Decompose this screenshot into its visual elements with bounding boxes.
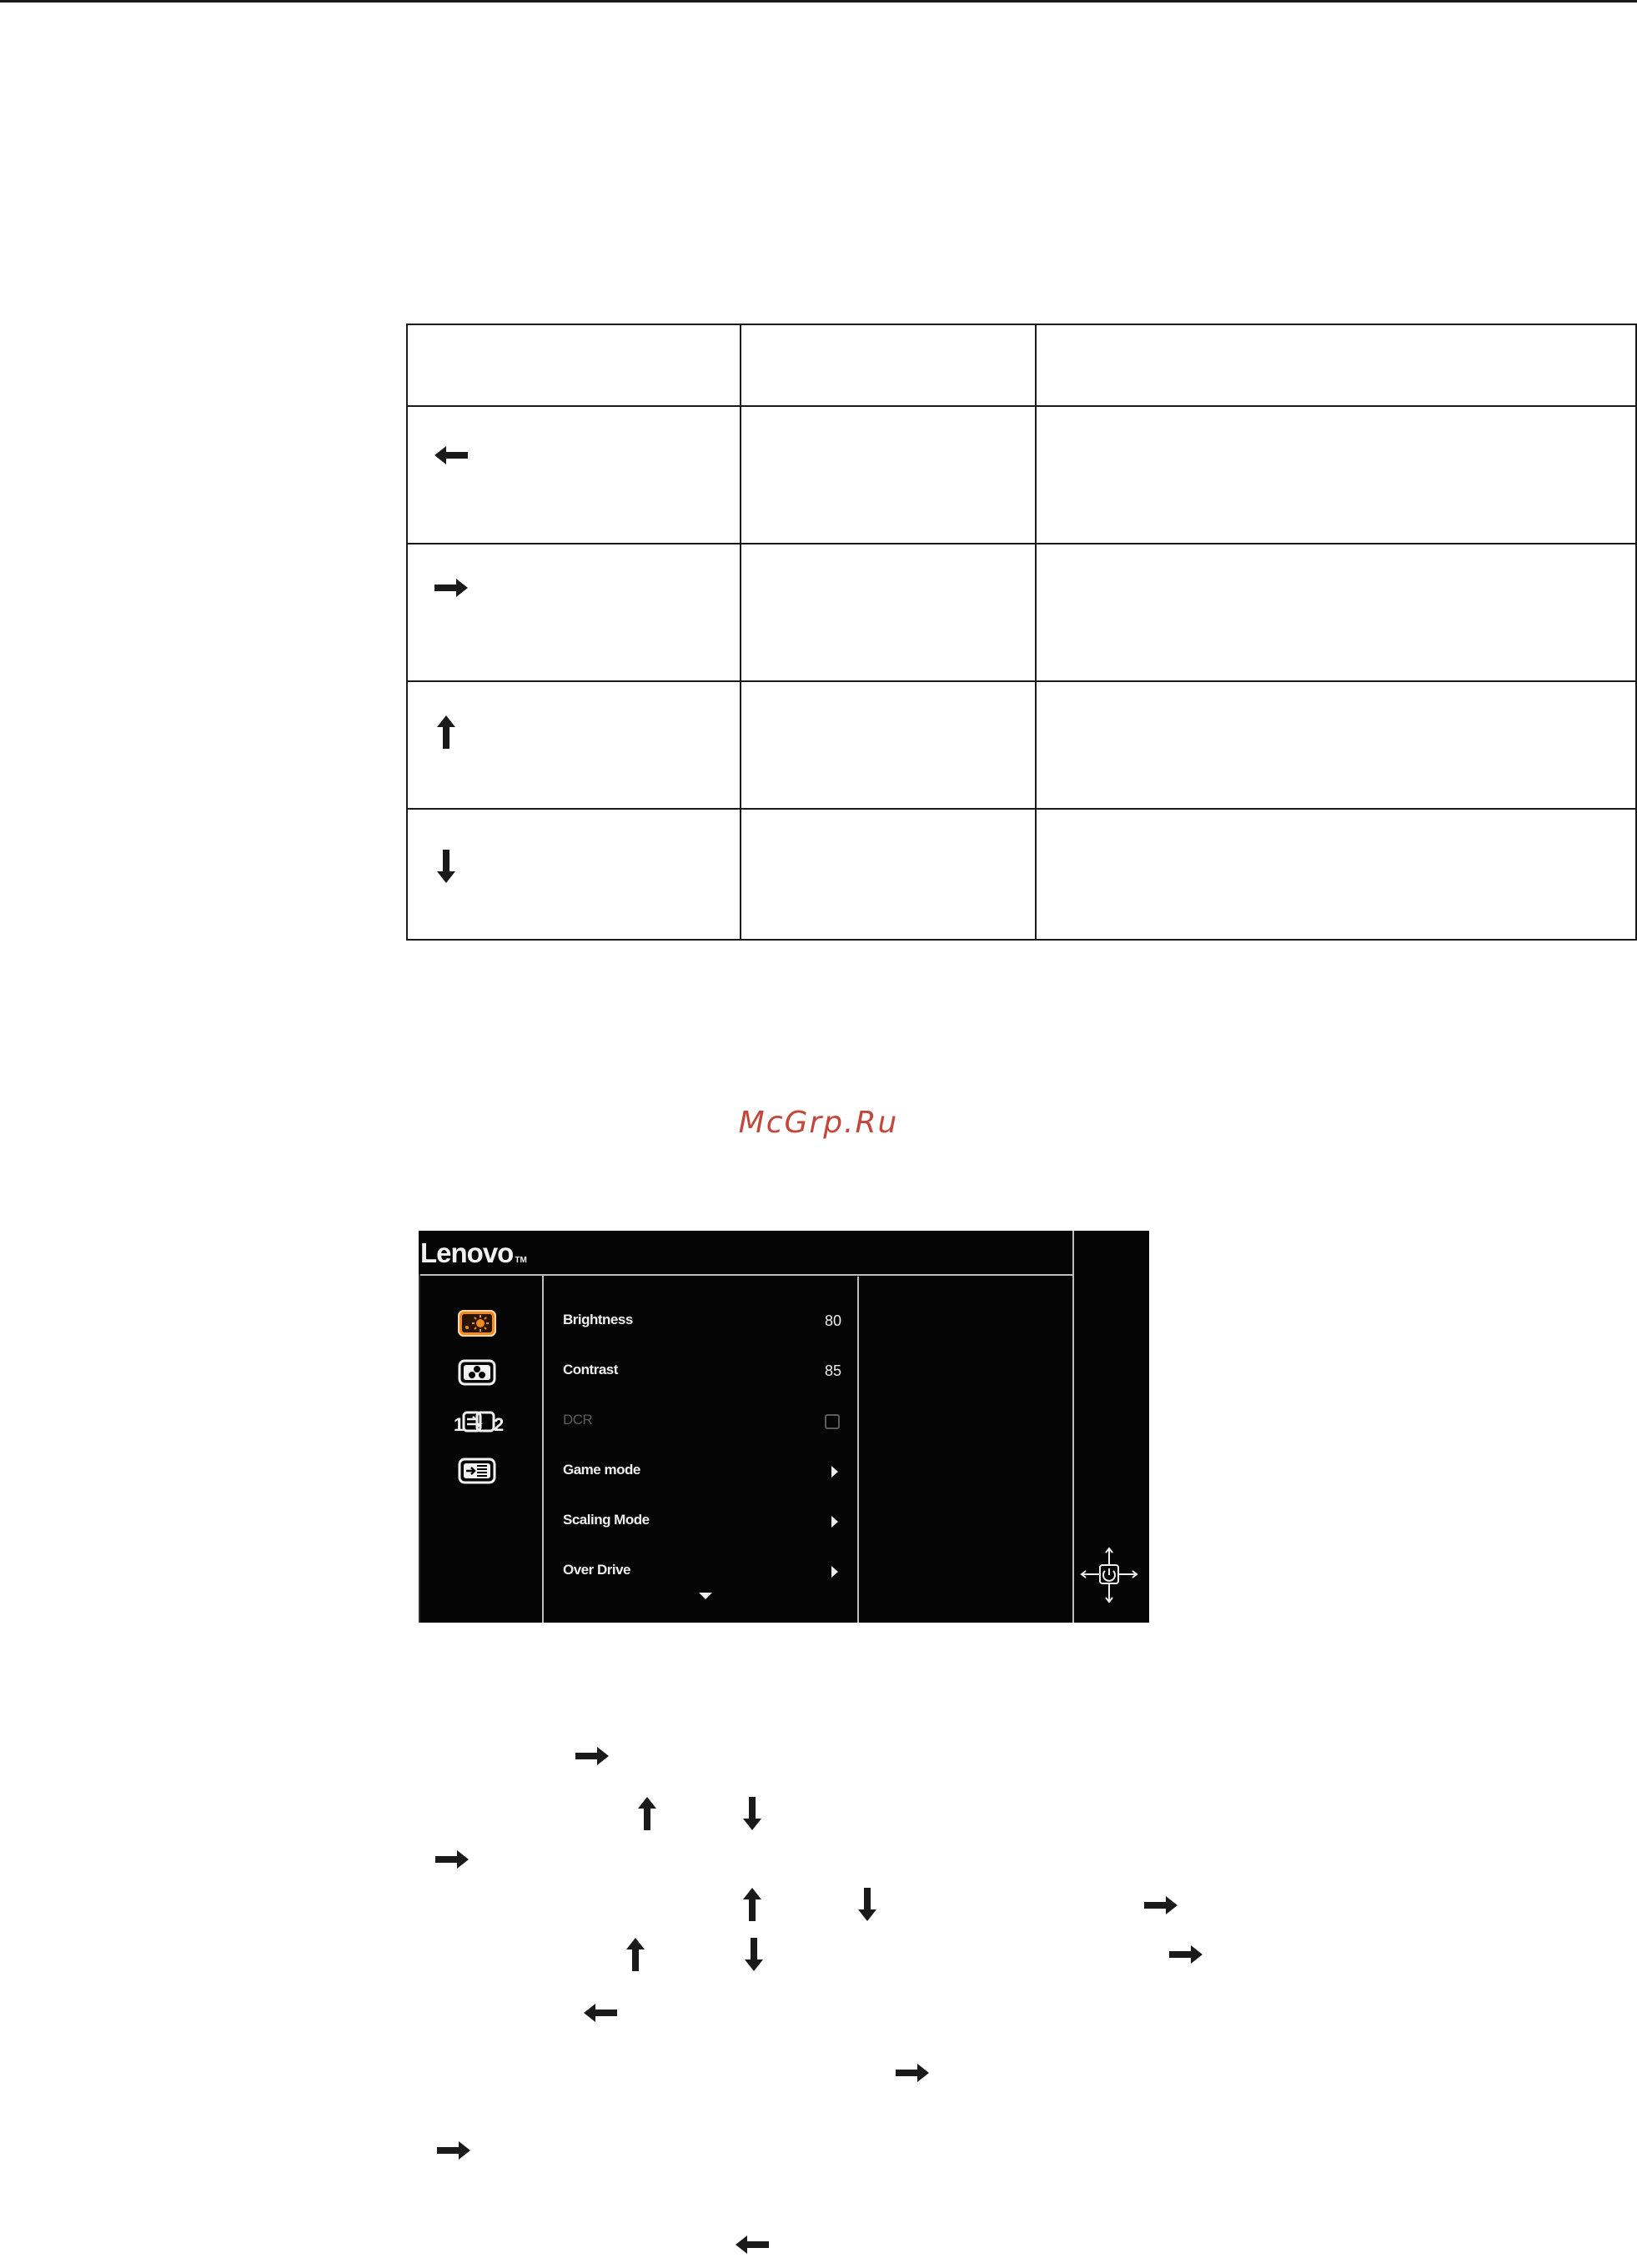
arrow-down-icon (741, 1795, 764, 1832)
osd-item-brightness[interactable] (560, 1309, 848, 1334)
table-cell (1036, 406, 1636, 544)
item-label: Contrast (563, 1362, 618, 1377)
osd-help-divider (1072, 1231, 1074, 1623)
table-cell (741, 544, 1036, 681)
arrow-right-icon (434, 1848, 470, 1871)
dcr-checkbox (825, 1414, 840, 1429)
arrow-right-icon (894, 2061, 931, 2085)
table-cell (741, 681, 1036, 809)
osd-category-image[interactable] (457, 1358, 499, 1387)
options-menu-icon (457, 1457, 497, 1485)
arrow-up-icon (635, 1795, 659, 1832)
item-label: Game mode (563, 1462, 640, 1478)
osd-item-game-mode[interactable] (560, 1459, 848, 1484)
table-cell-icon (407, 406, 741, 544)
table-cell (1036, 681, 1636, 809)
osd-sidebar-divider (542, 1275, 544, 1623)
table-cell (1036, 544, 1636, 681)
osd-category-input[interactable] (452, 1407, 505, 1436)
arrow-right-icon (433, 576, 470, 600)
arrow-right-icon (1142, 1894, 1179, 1917)
table-row (407, 809, 1636, 940)
osd-item-dcr (560, 1409, 848, 1434)
brand-logo (420, 1237, 527, 1269)
brand-name: Lenovo (420, 1237, 514, 1268)
chevron-right-icon (831, 1466, 838, 1478)
osd-item-over-drive[interactable] (560, 1559, 848, 1584)
table-cell-icon (407, 681, 741, 809)
table-row (407, 544, 1636, 681)
arrow-right-icon (1167, 1943, 1204, 1966)
table-header-cell (741, 324, 1036, 406)
arrow-right-icon (574, 1744, 610, 1768)
item-label: Brightness (563, 1312, 633, 1327)
svg-text:1: 1 (454, 1414, 464, 1435)
osd-header-divider (419, 1274, 1073, 1276)
table-cell (741, 809, 1036, 940)
svg-text:2: 2 (494, 1414, 505, 1435)
table-cell (1036, 809, 1636, 940)
arrow-down-icon (856, 1886, 879, 1923)
osd-category-brightness[interactable] (457, 1309, 499, 1337)
brand-trademark: TM (515, 1256, 527, 1265)
table-cell (741, 406, 1036, 544)
arrow-up-icon (624, 1936, 647, 1973)
table-header-row (407, 324, 1636, 406)
brightness-icon (457, 1309, 497, 1337)
osd-items-divider (857, 1277, 859, 1623)
table-row (407, 406, 1636, 544)
chevron-right-icon (831, 1516, 838, 1528)
watermark: McGrp.Ru (738, 1106, 899, 1140)
osd-menu-screenshot (419, 1231, 1149, 1623)
arrow-up-icon (434, 714, 458, 750)
arrow-up-icon (741, 1886, 764, 1923)
table-cell-icon (407, 544, 741, 681)
arrow-left-icon (582, 2001, 619, 2025)
table-cell-icon (407, 809, 741, 940)
item-label: Over Drive (563, 1562, 630, 1578)
arrow-down-icon (742, 1936, 766, 1973)
arrow-left-icon (734, 2233, 771, 2256)
table-row (407, 681, 1636, 809)
osd-category-options[interactable] (457, 1457, 499, 1485)
arrow-left-icon (433, 444, 470, 467)
chevron-right-icon (831, 1566, 838, 1578)
item-value: 80 (824, 1312, 841, 1329)
item-value: 85 (824, 1362, 841, 1379)
osd-item-scaling-mode[interactable] (560, 1509, 848, 1534)
osd-left-edge (419, 1274, 420, 1623)
joystick-navigation-icon (1077, 1543, 1141, 1609)
arrow-right-icon (435, 2139, 472, 2162)
input-switch-icon (452, 1407, 505, 1436)
osd-item-contrast[interactable] (560, 1359, 848, 1384)
arrow-down-icon (434, 848, 458, 885)
item-label: DCR (563, 1412, 593, 1428)
scroll-down-icon[interactable] (699, 1593, 712, 1599)
table-header-cell (407, 324, 741, 406)
table-header-cell (1036, 324, 1636, 406)
item-label: Scaling Mode (563, 1512, 650, 1528)
top-rule (0, 0, 1637, 3)
controls-table (406, 324, 1637, 941)
image-properties-icon (457, 1358, 497, 1387)
